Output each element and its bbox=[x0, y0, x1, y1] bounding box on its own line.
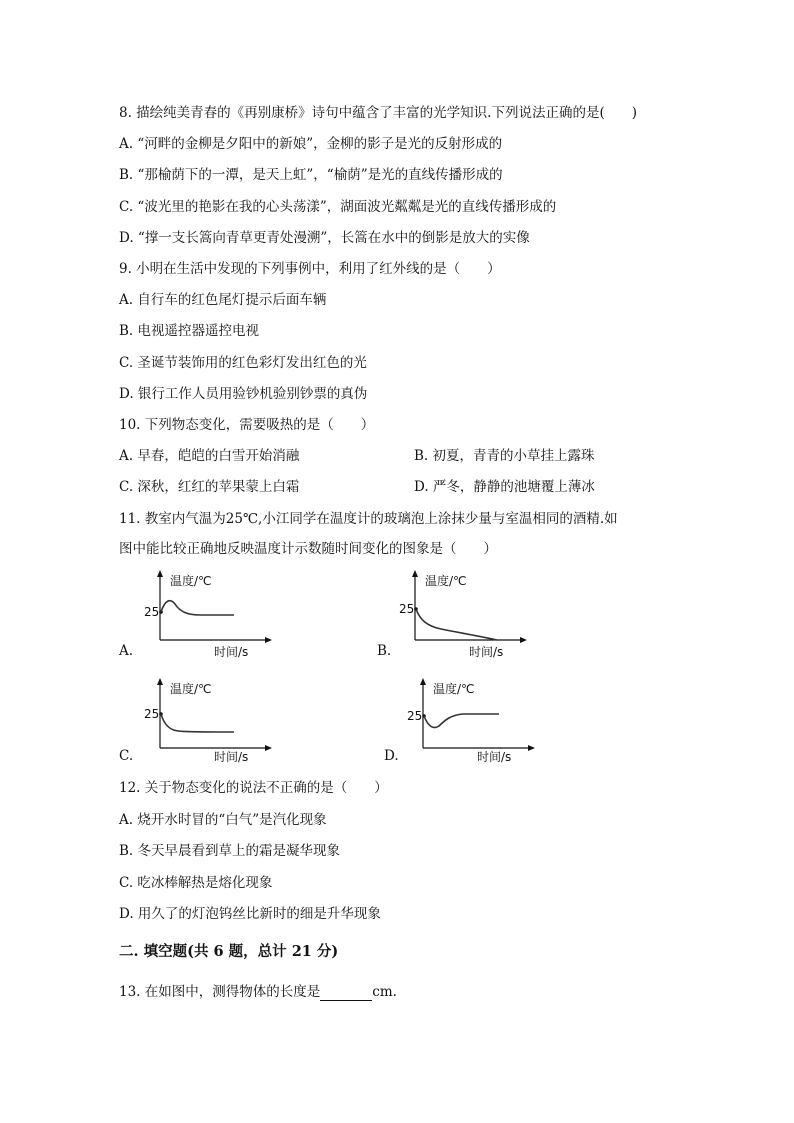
q11-a-tick: 25 bbox=[144, 605, 160, 619]
q11-a-y-label: 温度/℃ bbox=[170, 574, 212, 588]
q11-graph-b[interactable] bbox=[399, 568, 525, 659]
q8-stem: 8. 描绘纯美青春的《再别康桥》诗句中蕴含了丰富的光学知识.下列说法正确的是( ) bbox=[119, 105, 637, 121]
q12-option-b[interactable]: B. 冬天早晨看到草上的霜是凝华现象 bbox=[119, 843, 341, 859]
q8-option-a[interactable]: A. “河畔的金柳是夕阳中的新娘”，金柳的影子是光的反射形成的 bbox=[119, 136, 503, 152]
q11-graph-a[interactable] bbox=[144, 568, 270, 659]
q11-stem-line2: 图中能比较正确地反映温度计示数随时间变化的图象是（ ） bbox=[119, 541, 497, 557]
q11-option-a-label[interactable]: A. bbox=[119, 643, 134, 659]
q8-option-c[interactable]: C. “波光里的艳影在我的心头荡漾”，湖面波光粼粼是光的直线传播形成的 bbox=[119, 199, 557, 215]
q11-option-d-label[interactable]: D. bbox=[384, 748, 399, 764]
q8-option-b[interactable]: B. “那榆荫下的一潭，是天上虹”，“榆荫”是光的直线传播形成的 bbox=[119, 167, 503, 183]
q11-a-x-label: 时间/s bbox=[214, 645, 249, 659]
q12-option-a[interactable]: A. 烧开水时冒的“白气”是汽化现象 bbox=[119, 812, 327, 828]
q11-option-c-label[interactable]: C. bbox=[119, 748, 134, 764]
q11-b-y-label: 温度/℃ bbox=[425, 574, 467, 588]
q11-c-tick: 25 bbox=[144, 707, 160, 721]
section-2-title: 二. 填空题(共 6 题，总计 21 分) bbox=[119, 943, 339, 960]
q9-option-c[interactable]: C. 圣诞节装饰用的红色彩灯发出红色的光 bbox=[119, 355, 367, 371]
q11-b-tick: 25 bbox=[399, 602, 415, 616]
q8-option-d[interactable]: D. “撑一支长篙向青草更青处漫溯”，长篙在水中的倒影是放大的实像 bbox=[119, 230, 530, 246]
q11-c-x-label: 时间/s bbox=[214, 750, 249, 764]
q10-option-a[interactable]: A. 早春，皑皑的白雪开始消融 bbox=[119, 448, 300, 464]
q10-option-b[interactable]: B. 初夏，青青的小草挂上露珠 bbox=[414, 448, 595, 464]
q13-stem bbox=[119, 983, 397, 1001]
q11-option-b-label[interactable]: B. bbox=[377, 643, 392, 659]
q12-option-c[interactable]: C. 吃冰棒解热是熔化现象 bbox=[119, 875, 273, 891]
q11-stem-line1: 11. 教室内气温为25℃,小江同学在温度计的玻璃泡上涂抹少量与室温相同的酒精.如 bbox=[119, 511, 618, 527]
q11-graph-c[interactable] bbox=[144, 676, 270, 764]
q10-stem: 10. 下列物态变化，需要吸热的是（ ） bbox=[119, 417, 375, 433]
q12-option-d[interactable]: D. 用久了的灯泡钨丝比新时的细是升华现象 bbox=[119, 906, 381, 922]
q11-graph-d[interactable] bbox=[407, 676, 533, 764]
q11-d-x-label: 时间/s bbox=[477, 750, 512, 764]
q9-option-d[interactable]: D. 银行工作人员用验钞机验别钞票的真伪 bbox=[119, 386, 368, 402]
q12-stem: 12. 关于物态变化的说法不正确的是（ ） bbox=[119, 780, 388, 796]
q10-option-d[interactable]: D. 严冬，静静的池塘覆上薄冰 bbox=[414, 479, 595, 495]
q13-answer-blank[interactable] bbox=[320, 986, 372, 1001]
q13-stem-text: 13. 在如图中，测得物体的长度是 bbox=[119, 984, 321, 1000]
q13-unit: cm. bbox=[372, 984, 397, 1000]
q11-d-y-label: 温度/℃ bbox=[433, 682, 475, 696]
q11-c-y-label: 温度/℃ bbox=[170, 682, 212, 696]
q9-option-b[interactable]: B. 电视遥控器遥控电视 bbox=[119, 323, 260, 339]
q9-stem: 9. 小明在生活中发现的下列事例中，利用了红外线的是（ ） bbox=[119, 261, 501, 277]
q11-d-tick: 25 bbox=[407, 709, 423, 723]
q9-option-a[interactable]: A. 自行车的红色尾灯提示后面车辆 bbox=[119, 292, 327, 308]
q10-option-c[interactable]: C. 深秋，红红的苹果蒙上白霜 bbox=[119, 479, 300, 495]
q11-b-x-label: 时间/s bbox=[469, 645, 504, 659]
